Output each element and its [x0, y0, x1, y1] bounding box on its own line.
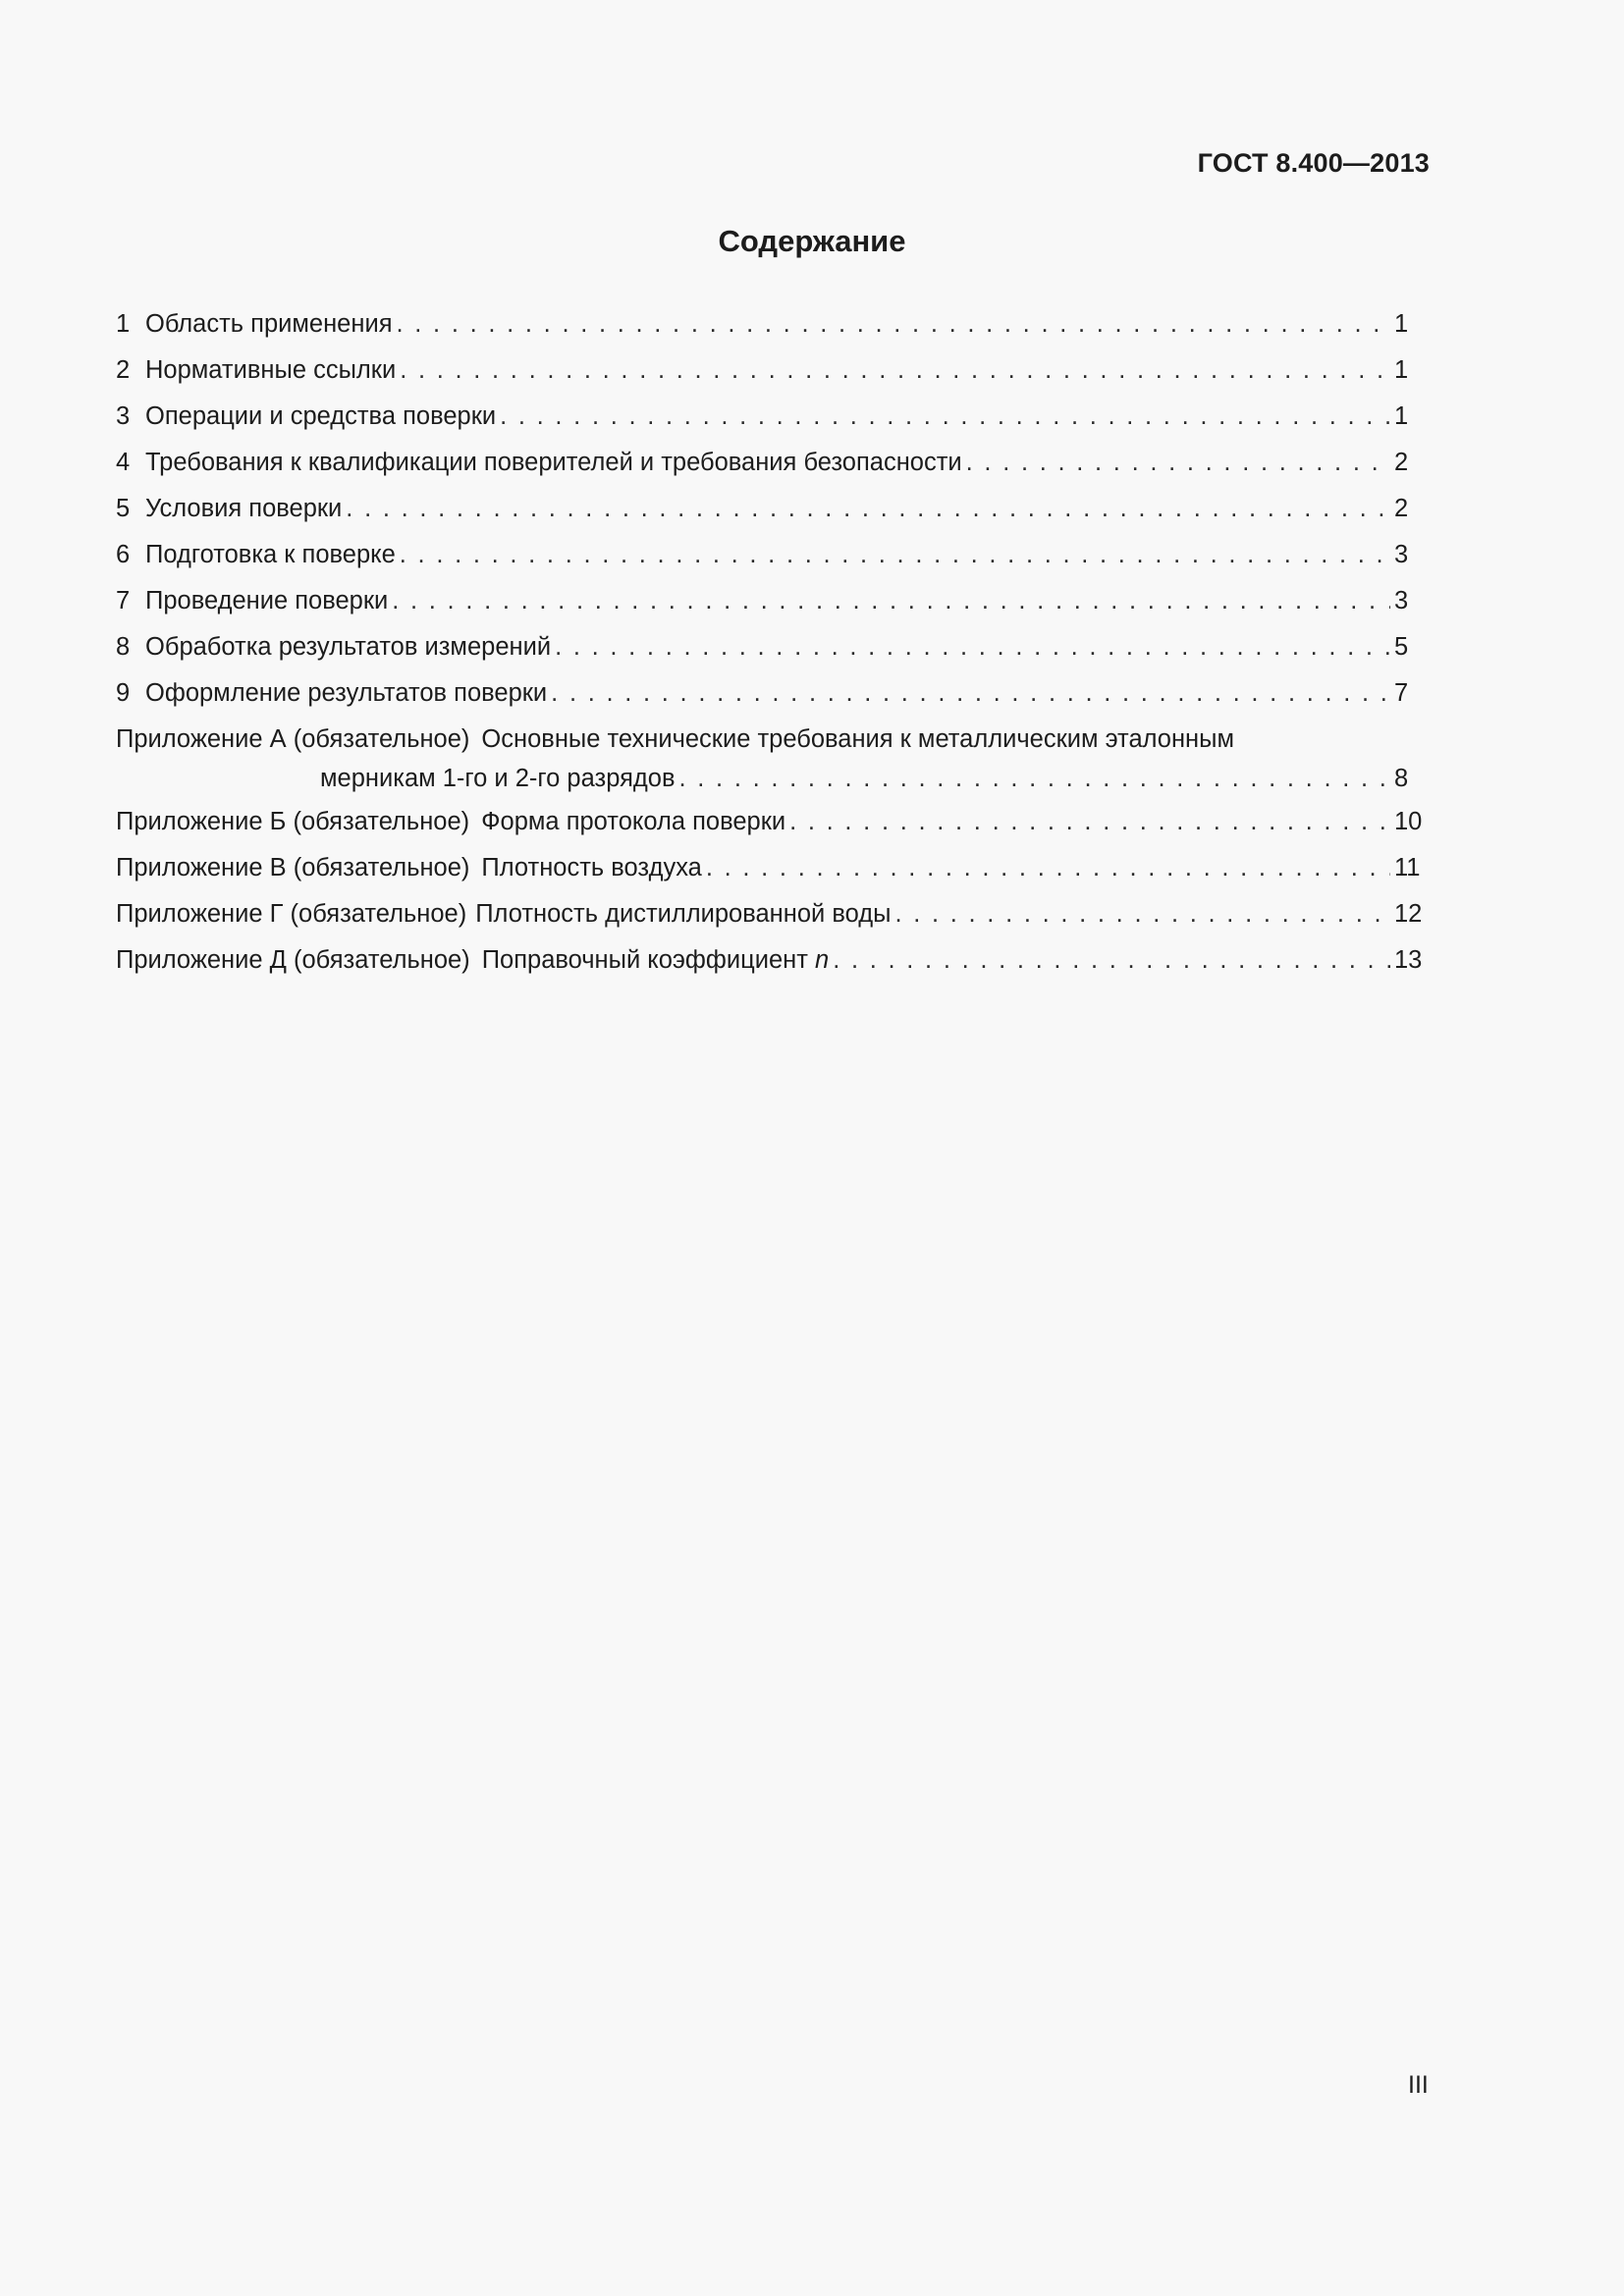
section-title: Область применения	[145, 310, 393, 338]
section-title: Оформление результатов поверки	[145, 679, 548, 707]
leader-dots	[706, 850, 1390, 885]
annex-title: Плотность дистиллированной воды	[475, 900, 892, 928]
leader-dots	[500, 399, 1390, 434]
page-number: III	[1408, 2071, 1429, 2099]
section-number: 9	[116, 679, 131, 707]
page-ref: 2	[1394, 495, 1409, 522]
section-title: Операции и средства поверки	[145, 402, 497, 430]
toc-entry-annex-d[interactable]	[116, 942, 1430, 988]
page-ref: 5	[1394, 633, 1409, 661]
section-title: Условия поверки	[145, 495, 343, 522]
toc-entry-section-5[interactable]	[116, 491, 1430, 537]
leader-dots	[555, 629, 1390, 665]
section-number: 4	[116, 449, 131, 476]
section-number: 5	[116, 495, 131, 522]
annex-prefix: Приложение В (обязательное)	[116, 854, 470, 881]
leader-dots	[551, 675, 1390, 711]
toc-entry-section-2[interactable]	[116, 352, 1430, 399]
leader-dots	[789, 804, 1390, 839]
leader-dots	[346, 491, 1390, 526]
annex-prefix: Приложение А (обязательное)	[116, 725, 470, 753]
annex-title: Форма протокола поверки	[481, 808, 786, 835]
page-ref: 7	[1394, 679, 1409, 707]
annex-prefix: Приложение Б (обязательное)	[116, 808, 470, 835]
leader-dots	[833, 942, 1390, 978]
leader-dots	[392, 583, 1390, 618]
leader-dots	[966, 445, 1390, 480]
table-of-contents	[116, 306, 1430, 988]
annex-title: Поправочный коэффициент	[481, 946, 808, 974]
toc-entry-annex-v[interactable]	[116, 850, 1430, 896]
section-title: Подготовка к поверке	[145, 541, 396, 568]
toc-entry-section-1[interactable]	[116, 306, 1430, 352]
section-title: Обработка результатов измерений	[145, 633, 552, 661]
page-ref: 8	[1394, 765, 1409, 792]
section-number: 8	[116, 633, 131, 661]
section-title: Требования к квалификации поверителей и требования безопасности	[145, 449, 962, 476]
toc-entry-section-9[interactable]	[116, 675, 1430, 721]
toc-entry-annex-b[interactable]	[116, 804, 1430, 850]
section-number: 6	[116, 541, 131, 568]
section-title: Проведение поверки	[145, 587, 389, 614]
page-ref: 13	[1394, 946, 1423, 974]
leader-dots	[400, 352, 1390, 388]
annex-title: Плотность воздуха	[481, 854, 702, 881]
page-ref: 1	[1394, 310, 1409, 338]
page-title: Содержание	[718, 224, 906, 258]
page-ref: 3	[1394, 541, 1409, 568]
toc-entry-annex-a[interactable]	[116, 721, 1430, 804]
document-code: ГОСТ 8.400—2013	[1197, 148, 1430, 178]
toc-entry-section-4[interactable]	[116, 445, 1430, 491]
section-number: 7	[116, 587, 131, 614]
toc-entry-section-8[interactable]	[116, 629, 1430, 675]
toc-entry-annex-g[interactable]	[116, 896, 1430, 942]
section-number: 1	[116, 310, 131, 338]
annex-title-line1: Основные технические требования к металлическим эталонным	[481, 725, 1234, 753]
section-title: Нормативные ссылки	[145, 356, 397, 384]
page-ref: 2	[1394, 449, 1409, 476]
page-ref: 3	[1394, 587, 1409, 614]
annex-title-line2: мерникам 1-го и 2-го разрядов	[320, 765, 676, 792]
leader-dots	[397, 306, 1390, 342]
page-ref: 12	[1394, 900, 1423, 928]
section-number: 3	[116, 402, 131, 430]
page-ref: 11	[1394, 854, 1421, 881]
toc-entry-section-6[interactable]	[116, 537, 1430, 583]
annex-prefix: Приложение Г (обязательное)	[116, 900, 467, 928]
toc-entry-section-3[interactable]	[116, 399, 1430, 445]
annex-prefix: Приложение Д (обязательное)	[116, 946, 470, 974]
section-number: 2	[116, 356, 131, 384]
page-ref: 10	[1394, 808, 1423, 835]
page-ref: 1	[1394, 402, 1409, 430]
leader-dots	[679, 761, 1390, 796]
page-ref: 1	[1394, 356, 1409, 384]
leader-dots	[894, 896, 1390, 932]
toc-entry-section-7[interactable]	[116, 583, 1430, 629]
coefficient-symbol: n	[815, 946, 830, 974]
leader-dots	[400, 537, 1390, 572]
